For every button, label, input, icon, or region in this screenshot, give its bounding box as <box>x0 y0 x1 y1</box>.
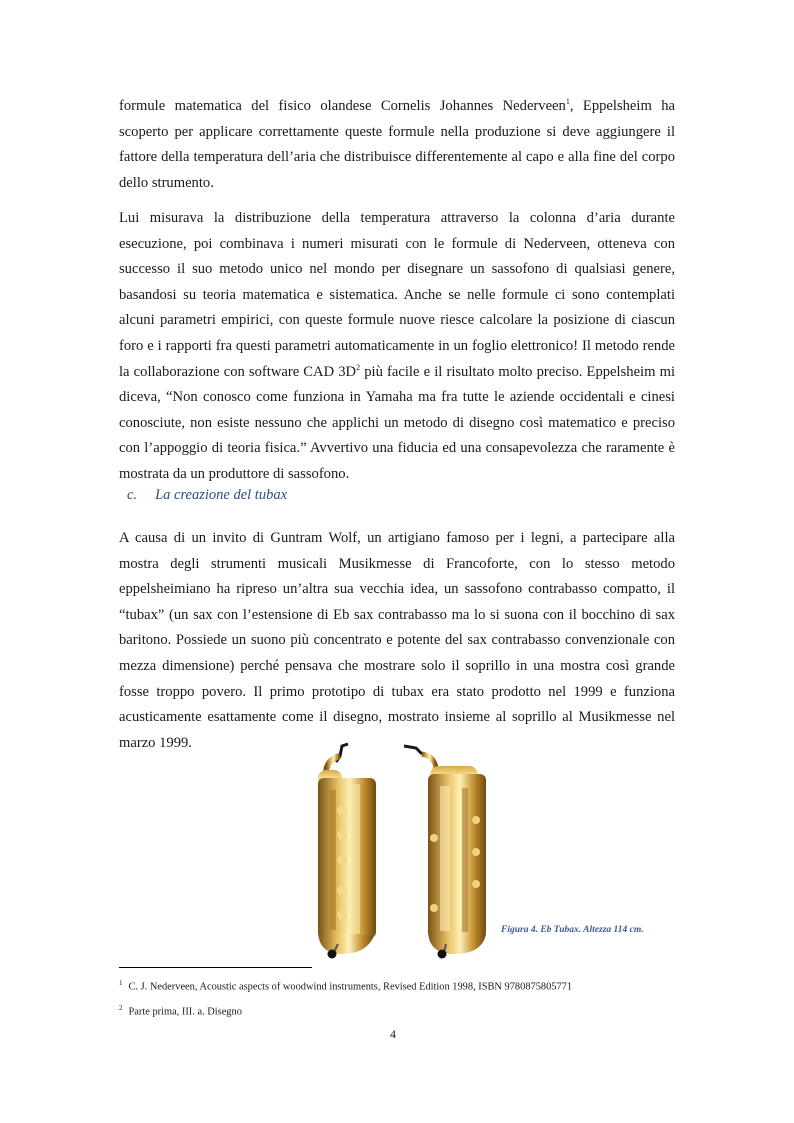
section-number: c. <box>127 487 138 503</box>
paragraph-tubax: A causa di un invito di Guntram Wolf, un artigiano famoso per i legni, a partecipare alla mostra degli strumenti musicali Musikmesse di Francoforte, con lo stesso metodo eppelsheimiano ha ripreso un’altra sua vecchia idea, un sassofono contrabasso compatto, il “tubax” (un sax con l’estensione di Eb sax contrabasso ma lo si suona con il bocchino di sax baritono. Possiede un suono più concentrato e potente del sax contrabasso convenzionale con mezza dimensione) perché pensava che mostrare solo il soprillo in una mostra così grande fosse troppo povero. Il primo prototipo di tubax era stato prodotto nel 1999 e funziona acusticamente esattamente come il disegno, mostrato insieme al soprillo al Musikmesse nel marzo 1999. <box>119 530 675 751</box>
section-heading <box>127 487 287 504</box>
footnote-text: Parte prima, III. a. Disegno <box>128 1006 242 1018</box>
paragraph-text: più facile e il risultato molto preciso. Eppelsheim mi diceva, “Non conosco come funziona in Yamaha ma fra tutte le aziende occidentali e cinesi conosciute, non esiste nessuno che applichi un metodo di disegno così matematico e preciso con l’appoggio di teoria fisica.” Avvertivo una fiducia ed una consapevolezza che raramente è mostrata da un produttore di sassofono. <box>119 363 676 482</box>
footnote-2 <box>119 1004 242 1017</box>
footnote-divider <box>119 967 312 968</box>
tubax-photo <box>312 740 502 962</box>
paragraph-nederveen <box>119 94 675 196</box>
footnote-text: C. J. Nederveen, Acoustic aspects of woodwind instruments, Revised Edition 1998, ISBN 9780875805771 <box>128 981 573 993</box>
paragraph-temperature <box>119 206 675 488</box>
footnote-ref-1[interactable]: 1 <box>565 97 570 107</box>
paragraph-text: Lui misurava la distribuzione della temperatura attraverso la colonna d’aria durante esecuzione, poi combinava i numeri misurati con le formule di Nederveen, otteneva con successo il suo metodo unico nel mondo per disegnare un sassofono di qualsiasi genere, basandosi su teoria matematica e sistematica. Anche se nelle formule ci sono contemplati alcuni parametri empirici, con queste formule nuove riesce calcolare la posizione di ciascun foro e i rapporti fra questi parametri automaticamente in un foglio elettronico! Il metodo rende la collaborazione con software CAD 3D <box>119 210 675 380</box>
tubax-figure <box>312 740 502 962</box>
figure-caption: Figura 4. Eb Tubax. Altezza 114 cm. <box>501 925 644 935</box>
paragraph-text: formule matematica del fisico olandese Cornelis Johannes Nederveen <box>119 98 566 114</box>
paragraph-text: , Eppelsheim ha scoperto per applicare correttamente queste formule nella produzione si deve aggiungere il fattore della temperatura dell’aria che distribuisce differentemente al capo e alla fine del corpo dello strumento. <box>119 98 676 191</box>
tubax-front-view <box>318 744 376 959</box>
section-title: La creazione del tubax <box>155 487 288 503</box>
tubax-side-view <box>404 746 486 959</box>
footnote-1 <box>119 979 572 992</box>
footnote-ref-2[interactable]: 2 <box>356 362 361 372</box>
page-number: 4 <box>390 1027 396 1041</box>
footnote-mark: 1 <box>119 979 123 987</box>
footnote-mark: 2 <box>119 1004 123 1012</box>
